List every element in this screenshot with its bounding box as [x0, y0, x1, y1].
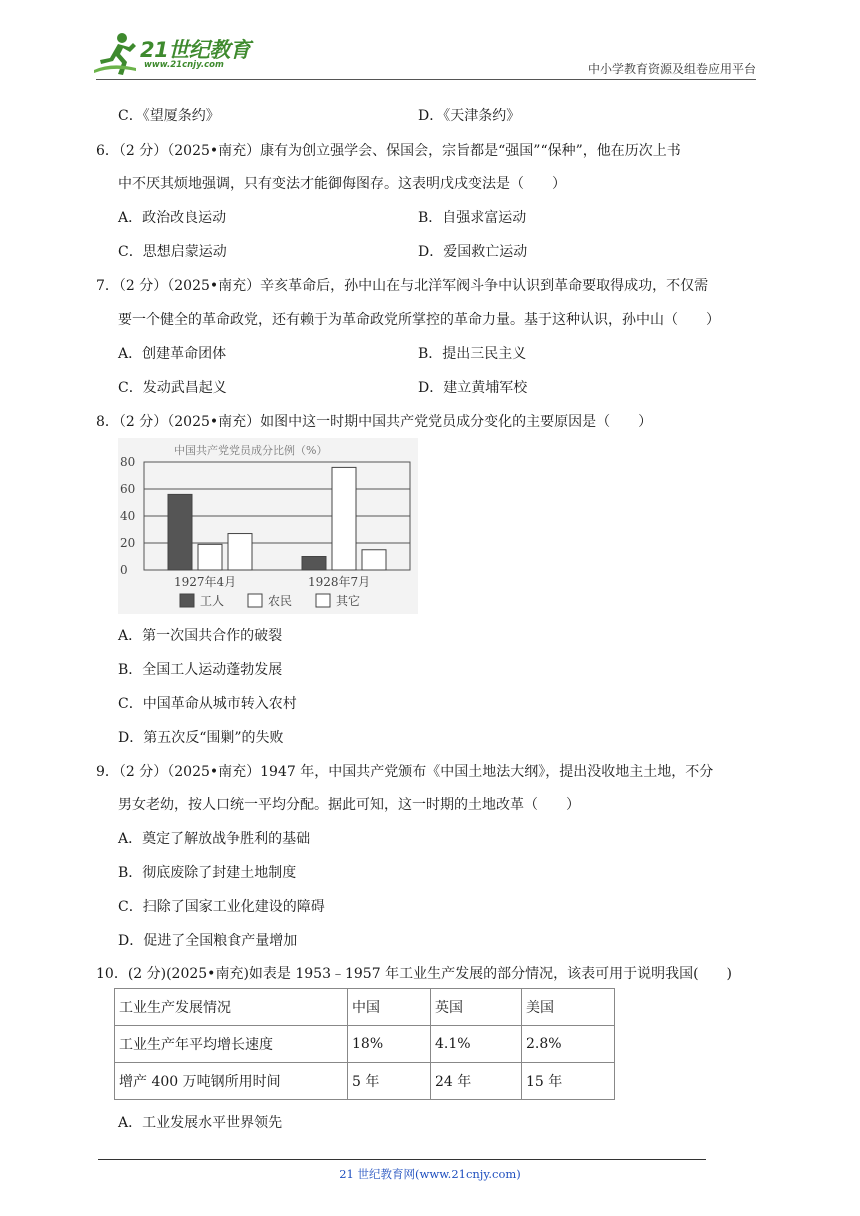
table-header-cell: 英国 [431, 989, 522, 1026]
bar-chart-svg [118, 438, 418, 614]
q7-option-b: B．提出三民主义 [418, 346, 527, 362]
q10-option-a: A．工业发展水平世界领先 [118, 1115, 283, 1131]
legend-swatch [316, 594, 330, 607]
q6-stem-line1: 6．（2 分）（2025•南充）康有为创立强学会、保国会，宗旨都是“强国”“保种”，他在历次上书 [96, 143, 681, 159]
q9-option-d: D．促进了全国粮食产量增加 [118, 933, 298, 949]
runner-logo-icon [92, 30, 138, 76]
party-member-chart [118, 438, 418, 614]
legend-swatch [248, 594, 262, 607]
q8-stem: 8．（2 分）（2025•南充）如图中这一时期中国共产党党员成分变化的主要原因是（ ） [96, 414, 653, 430]
logo-url: www.21cnjy.com [144, 60, 224, 70]
q9-option-b: B．彻底废除了封建土地制度 [118, 865, 297, 881]
bar-农民 [198, 544, 222, 570]
footer-text: 21 世纪教育网(www.21cnjy.com) [339, 1167, 521, 1181]
q10-stem: 10．(2 分)(2025•南充)如表是 1953﹣1957 年工业生产发展的部分情况，该表可用于说明我国( ) [96, 966, 732, 982]
q6-option-d: D．爱国救亡运动 [418, 244, 528, 260]
chart-title: 中国共产党党员成分比例（%） [174, 444, 328, 457]
table-header-row [115, 989, 615, 1026]
y-tick-label: 0 [120, 563, 128, 577]
industry-table [114, 988, 615, 1100]
x-tick-label: 1927年4月 [174, 575, 237, 589]
table-header-cell: 美国 [522, 989, 615, 1026]
bar-其它 [228, 534, 252, 570]
q8-option-a: A．第一次国共合作的破裂 [118, 628, 283, 644]
q7-stem-line2: 要一个健全的革命政党，还有赖于为革命政党所掌控的革命力量。基于这种认识，孙中山（ ） [118, 312, 720, 328]
q7-option-a: A．创建革命团体 [118, 346, 227, 362]
page-header [0, 0, 860, 82]
q7-option-c: C．发动武昌起义 [118, 380, 227, 396]
header-platform-text: 中小学教育资源及组卷应用平台 [587, 62, 756, 76]
q6-stem-line2: 中不厌其烦地强调，只有变法才能御侮图存。这表明戊戌变法是（ ） [118, 176, 566, 192]
table-cell: 18% [348, 1026, 431, 1063]
legend-swatch [180, 594, 194, 607]
q9-option-a: A．奠定了解放战争胜利的基础 [118, 831, 311, 847]
y-tick-label: 40 [120, 509, 136, 523]
q9-stem-line2: 男女老幼，按人口统一平均分配。据此可知，这一时期的土地改革（ ） [118, 797, 580, 813]
footer-divider [98, 1159, 706, 1160]
q8-option-c: C．中国革命从城市转入农村 [118, 696, 297, 712]
table-header-cell: 中国 [348, 989, 431, 1026]
q6-option-a: A．政治改良运动 [118, 210, 227, 226]
y-tick-label: 20 [120, 536, 136, 550]
q5-option-d: D．《天津条约》 [418, 108, 521, 124]
legend-label: 工人 [200, 594, 225, 608]
y-tick-label: 60 [120, 482, 136, 496]
legend-label: 农民 [268, 594, 293, 608]
q9-stem-line1: 9．（2 分）（2025•南充）1947 年，中国共产党颁布《中国土地法大纲》，提出没收地主土地，不分 [96, 764, 714, 780]
q7-stem-line1: 7．（2 分）（2025•南充）辛亥革命后，孙中山在与北洋军阀斗争中认识到革命要取得成功，不仅需 [96, 278, 709, 294]
table-cell: 增产 400 万吨钢所用时间 [115, 1063, 348, 1100]
q7-option-d: D．建立黄埔军校 [418, 380, 528, 396]
x-tick-label: 1928年7月 [308, 575, 371, 589]
table-cell: 5 年 [348, 1063, 431, 1100]
bar-农民 [332, 467, 356, 570]
table-cell: 工业生产年平均增长速度 [115, 1026, 348, 1063]
q5-option-c: C．《望厦条约》 [118, 108, 220, 124]
bar-其它 [362, 550, 386, 570]
q9-option-c: C．扫除了国家工业化建设的障碍 [118, 899, 325, 915]
table-cell: 4.1% [431, 1026, 522, 1063]
site-logo [92, 30, 262, 78]
logo-text: 21世纪教育 [140, 38, 251, 62]
q8-option-d: D．第五次反“围剿”的失败 [118, 730, 284, 746]
table-row [115, 1026, 615, 1063]
table-header-cell: 工业生产发展情况 [115, 989, 348, 1026]
q8-option-b: B．全国工人运动蓬勃发展 [118, 662, 283, 678]
bar-工人 [168, 494, 192, 570]
q6-option-b: B．自强求富运动 [418, 210, 527, 226]
table-cell: 15 年 [522, 1063, 615, 1100]
q6-option-c: C．思想启蒙运动 [118, 244, 227, 260]
y-tick-label: 80 [120, 455, 136, 469]
bar-工人 [302, 557, 326, 571]
legend-label: 其它 [336, 594, 361, 608]
table-row [115, 1063, 615, 1100]
table-cell: 24 年 [431, 1063, 522, 1100]
table-cell: 2.8% [522, 1026, 615, 1063]
header-divider [96, 79, 756, 80]
